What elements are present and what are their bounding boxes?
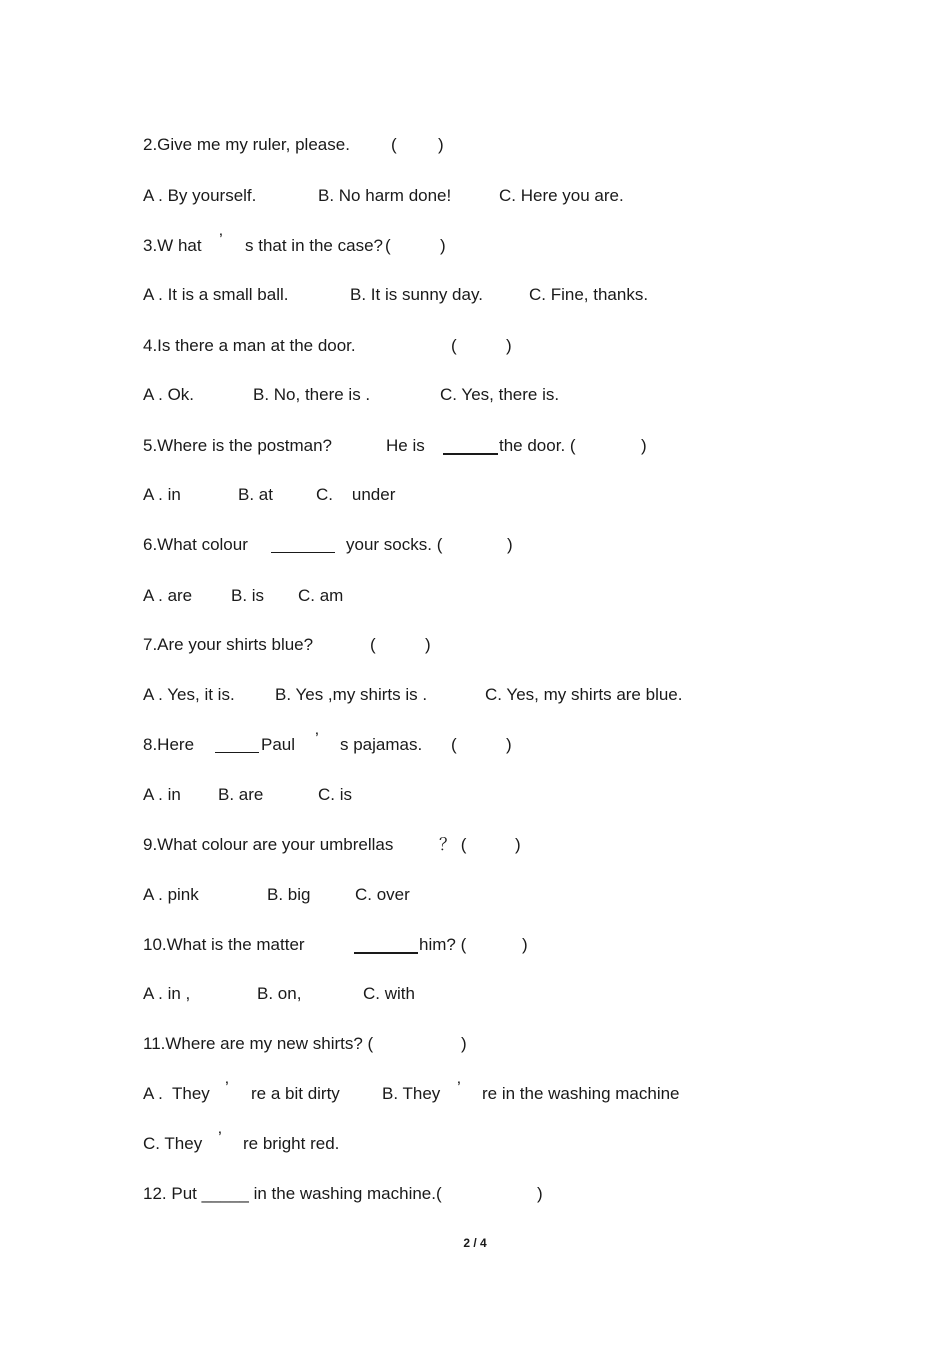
answer-paren-close: ): [425, 635, 431, 654]
option-c: C. Yes, there is.: [440, 385, 560, 404]
answer-paren-close: ): [438, 135, 444, 154]
option-b: B. They: [382, 1084, 441, 1103]
question-text-cont: He is: [386, 436, 425, 455]
option-a: A . By yourself.: [143, 186, 257, 205]
option-a: A . are: [143, 586, 193, 605]
option-b: B. Yes ,my shirts is .: [275, 685, 428, 704]
option-a: A . They: [143, 1084, 210, 1103]
apostrophe: ’: [219, 230, 223, 249]
question-text: 7.Are your shirts blue?: [143, 635, 314, 654]
answer-blank: [443, 453, 498, 455]
question-text: 2.Give me my ruler, please.: [143, 135, 350, 154]
answer-paren-close: ): [461, 1034, 467, 1053]
option-a-cont: re a bit dirty: [251, 1084, 340, 1103]
question-text-end: the door. (: [499, 436, 576, 455]
answer-blank: [271, 552, 335, 553]
option-a: A . in: [143, 785, 181, 804]
option-b: B. big: [267, 885, 311, 904]
option-b: B. is: [231, 586, 265, 605]
option-b: B. at: [238, 485, 273, 504]
question-text: 8.Here: [143, 735, 195, 754]
option-c: C. with: [363, 984, 415, 1003]
answer-paren-close: ): [522, 935, 528, 954]
answer-paren-close: ): [506, 336, 512, 355]
option-a: A . Ok.: [143, 385, 195, 404]
question-text-cont: your socks. (: [346, 535, 443, 554]
option-b: B. It is sunny day.: [350, 285, 483, 304]
question-text-cont: Paul: [261, 735, 296, 754]
option-c: C. They: [143, 1134, 203, 1153]
answer-blank: [215, 752, 259, 753]
apostrophe: ’: [457, 1078, 461, 1097]
question-text: 12. Put _____ in the washing machine.(: [143, 1184, 442, 1203]
question-text-end: s pajamas.: [340, 735, 423, 754]
option-b: B. No harm done!: [318, 186, 452, 205]
question-text: 3.W hat: [143, 236, 202, 255]
answer-paren-open: (: [451, 735, 457, 754]
question-text: 10.What is the matter: [143, 935, 305, 954]
option-c: C. Yes, my shirts are blue.: [485, 685, 683, 704]
question-text-cont: s that in the case?: [245, 236, 383, 255]
question-text: 6.What colour: [143, 535, 248, 554]
option-c: C. Fine, thanks.: [529, 285, 649, 304]
answer-paren-open: (: [391, 135, 397, 154]
option-c: C. is: [318, 785, 352, 804]
answer-paren-open: (: [385, 236, 391, 255]
option-c: C. over: [355, 885, 410, 904]
apostrophe: ’: [315, 729, 319, 748]
question-text: 11.Where are my new shirts? (: [143, 1034, 374, 1053]
answer-paren-open: (: [451, 336, 457, 355]
page-number: 2 / 4: [463, 1236, 487, 1250]
option-b: B. on,: [257, 984, 302, 1003]
option-a: A . in ,: [143, 984, 191, 1003]
question-text: 9.What colour are your umbrellas: [143, 835, 394, 854]
answer-paren-close: ): [537, 1184, 543, 1203]
question-text: 5.Where is the postman?: [143, 436, 332, 455]
option-c: C. under: [316, 485, 396, 504]
question-text-cont: him? (: [419, 935, 467, 954]
answer-paren-close: ): [440, 236, 446, 255]
answer-paren-open: (: [370, 635, 376, 654]
question-text: 4.Is there a man at the door.: [143, 336, 356, 355]
option-a: A . Yes, it is.: [143, 685, 235, 704]
option-a: A . pink: [143, 885, 199, 904]
question-text-cont: ？ (: [439, 835, 467, 854]
option-c: C. am: [298, 586, 344, 605]
apostrophe: ’: [225, 1078, 229, 1097]
option-a: A . It is a small ball.: [143, 285, 289, 304]
option-c-cont: re bright red.: [243, 1134, 340, 1153]
answer-paren-close: ): [506, 735, 512, 754]
option-c: C. Here you are.: [499, 186, 624, 205]
option-b: B. are: [218, 785, 264, 804]
option-a: A . in: [143, 485, 181, 504]
answer-paren-close: ): [507, 535, 513, 554]
answer-paren-close: ): [641, 436, 647, 455]
answer-blank: [354, 952, 418, 954]
answer-paren-close: ): [515, 835, 521, 854]
option-b-cont: re in the washing machine: [482, 1084, 680, 1103]
option-b: B. No, there is .: [253, 385, 371, 404]
apostrophe: ’: [218, 1128, 222, 1147]
